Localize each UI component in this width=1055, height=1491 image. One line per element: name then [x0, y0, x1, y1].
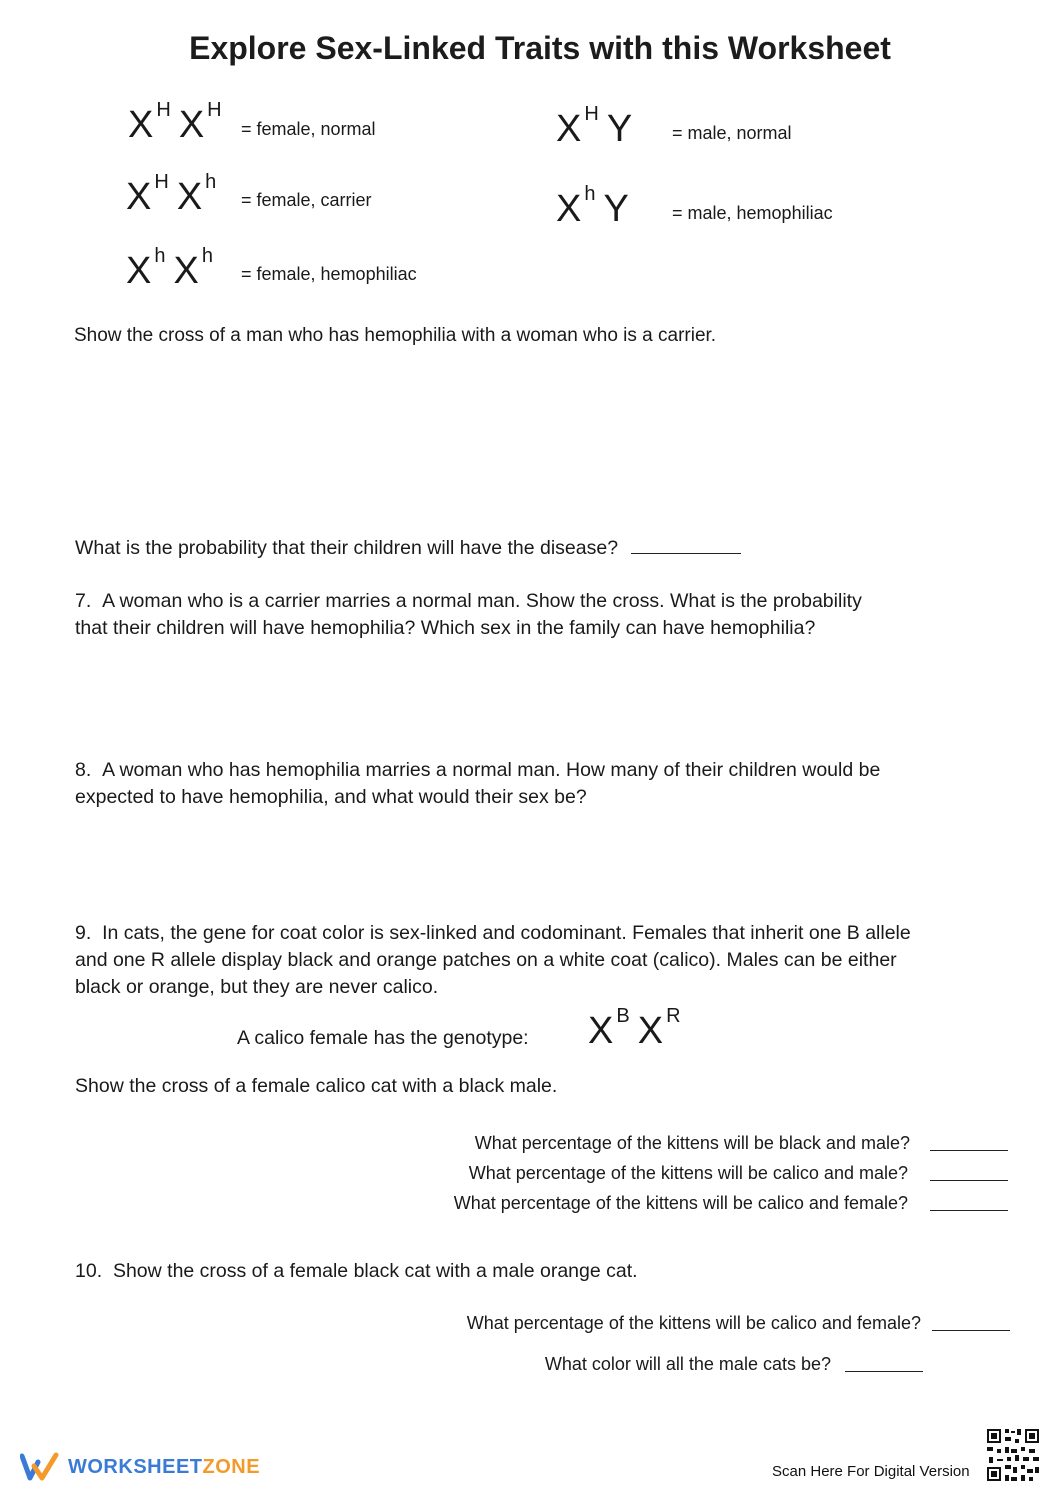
- logo-text-part2: ZONE: [202, 1455, 261, 1478]
- cross-instruction: Show the cross of a man who has hemophilia with a woman who is a carrier.: [74, 325, 717, 346]
- definition-female-carrier: = female, carrier: [241, 190, 372, 210]
- q9-sub-3: What percentage of the kittens will be calico and female?: [453, 1193, 908, 1213]
- q10-sub-2: What color will all the male cats be?: [544, 1354, 831, 1374]
- probability-question: What is the probability that their children will have the disease?: [75, 535, 741, 562]
- definition-male-normal: = male, normal: [672, 123, 792, 143]
- qr-code-icon[interactable]: [985, 1427, 1041, 1483]
- answer-blank[interactable]: [932, 1330, 1010, 1331]
- question-8: 8. A woman who has hemophilia marries a normal man. How many of their children would be expected to have hemophilia, and what would their sex be?: [75, 759, 881, 808]
- logo-w-icon: [20, 1452, 60, 1482]
- genotype-female-hemophiliac: X $^h$ X $^h$: [126, 245, 213, 292]
- definition-male-hemophiliac: = male, hemophiliac: [672, 203, 833, 223]
- calico-genotype: X $^B$ X $^R$: [588, 1005, 681, 1052]
- question-7: 7. A woman who is a carrier marries a normal man. Show the cross. What is the probability that their children will have hemophilia? Which sex in the family can have hemophilia?: [75, 590, 862, 639]
- genotype-female-carrier: X $^H$ X $^h$: [126, 171, 217, 218]
- question-10: 10. Show the cross of a female black cat with a male orange cat.: [75, 1260, 638, 1282]
- answer-blank[interactable]: [930, 1210, 1008, 1211]
- answer-blank[interactable]: [845, 1371, 923, 1372]
- q9-cross-instruction: Show the cross of a female calico cat with a black male.: [75, 1075, 558, 1097]
- logo-text-part1: WORKSHEET: [68, 1455, 203, 1478]
- definition-female-hemophiliac: = female, hemophiliac: [241, 264, 417, 284]
- genotype-female-normal: X $^H$ X $^H$: [128, 99, 222, 146]
- q9-sub-2: What percentage of the kittens will be calico and male?: [468, 1163, 908, 1183]
- definition-female-normal: = female, normal: [241, 119, 376, 139]
- genotype-male-hemophiliac: X $^h$ Y: [556, 183, 629, 230]
- answer-blank[interactable]: [930, 1180, 1008, 1181]
- q9-sub-1: What percentage of the kittens will be black and male?: [474, 1133, 910, 1153]
- worksheetzone-logo[interactable]: [20, 1452, 260, 1482]
- genotype-male-normal: X $^H$ Y: [556, 103, 633, 150]
- calico-genotype-label: A calico female has the genotype:: [237, 1027, 529, 1049]
- answer-blank[interactable]: [631, 553, 741, 554]
- answer-blank[interactable]: [930, 1150, 1008, 1151]
- scan-label: Scan Here For Digital Version: [772, 1463, 970, 1480]
- page-title: Explore Sex-Linked Traits with this Worksheet: [189, 30, 891, 66]
- question-9: 9. In cats, the gene for coat color is sex-linked and codominant. Females that inherit one B allele and one R allele display black and orange patches on a white coat (calico). Males can be either black or orange, but they are never calico.: [75, 922, 911, 998]
- q10-sub-1: What percentage of the kittens will be calico and female?: [466, 1313, 921, 1333]
